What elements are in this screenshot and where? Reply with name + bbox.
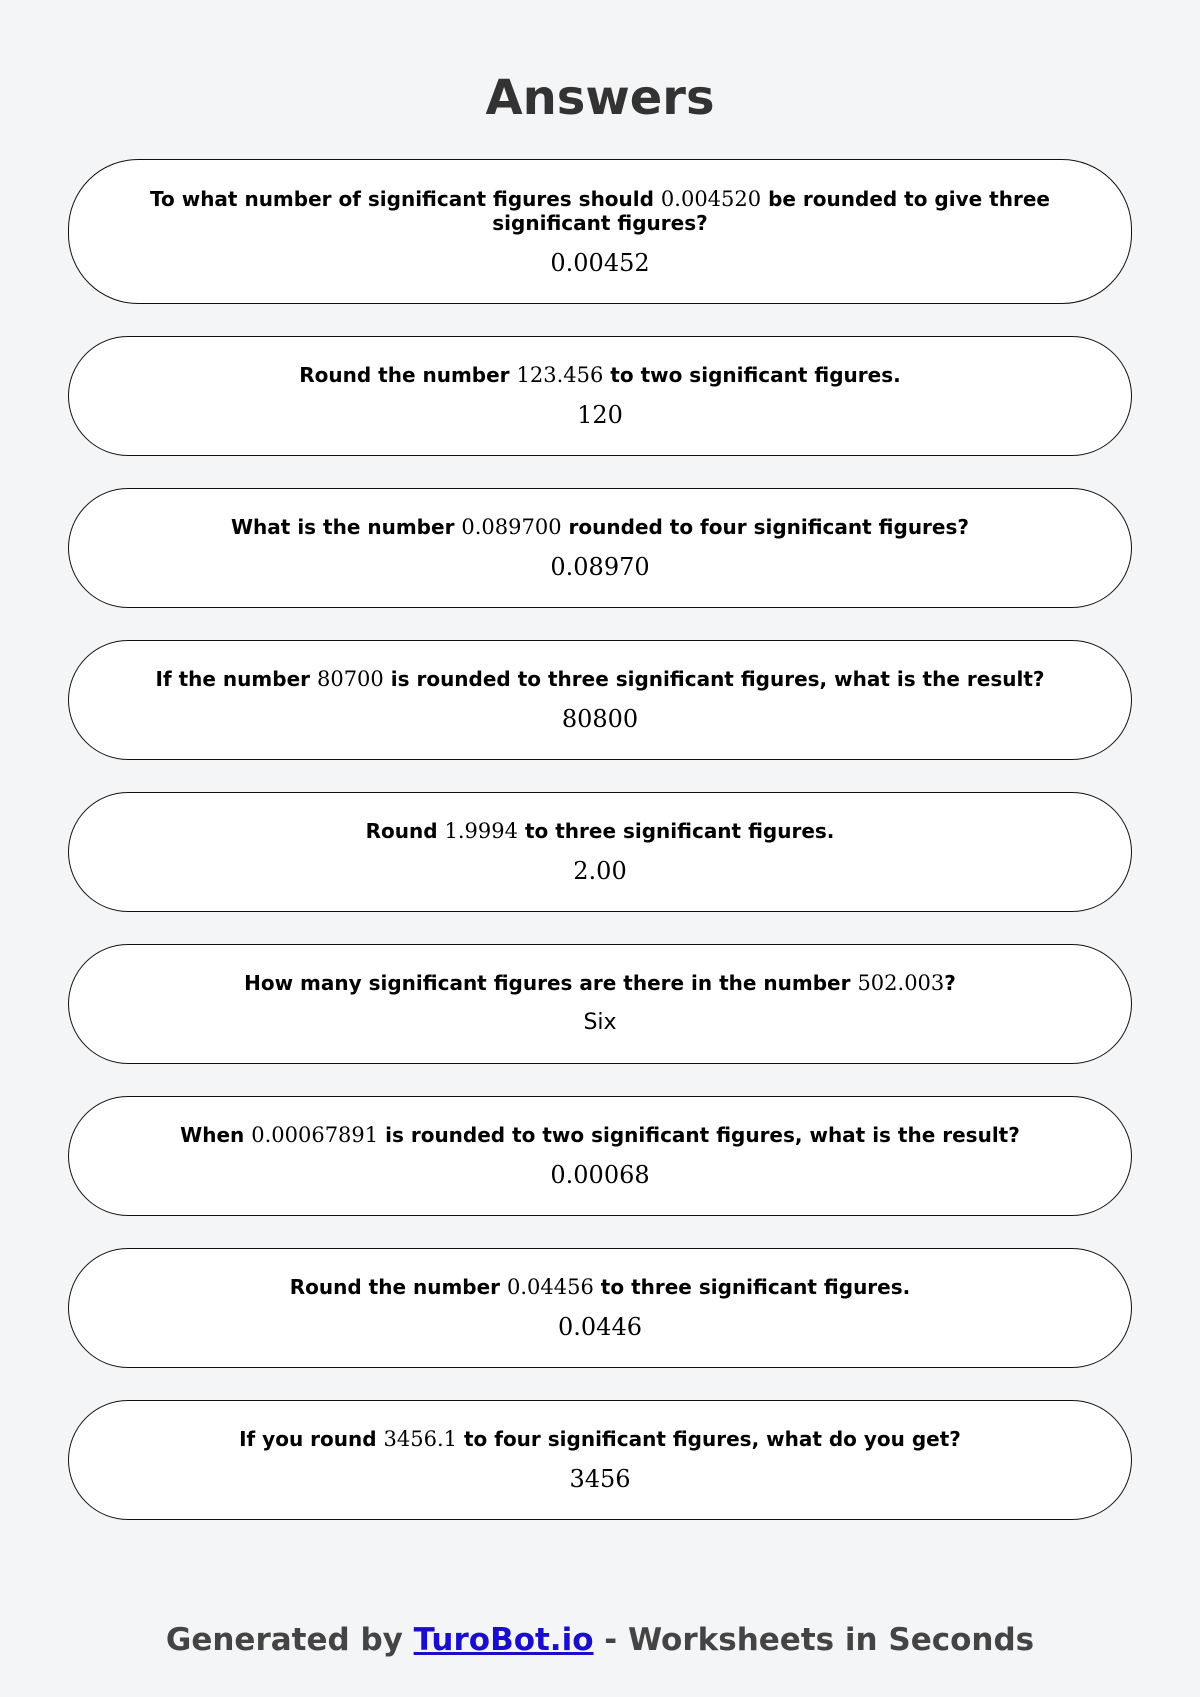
answer-value: 0.00068 — [550, 1161, 650, 1189]
question-number: 123.456 — [516, 363, 604, 387]
answer-card — [68, 1248, 1132, 1368]
question-suffix: to four significant figures, what do you get? — [457, 1427, 961, 1451]
question-number: 502.003 — [857, 971, 945, 995]
question-prefix: When — [180, 1123, 252, 1147]
question-number: 80700 — [316, 667, 384, 691]
question-number: 3456.1 — [383, 1427, 458, 1451]
question-text — [299, 363, 900, 387]
question-suffix: is rounded to two significant figures, what is the result? — [378, 1123, 1020, 1147]
question-number: 1.9994 — [444, 819, 518, 843]
question-suffix: is rounded to three significant figures, what is the result? — [383, 667, 1045, 691]
turobot-link[interactable]: TuroBot.io — [413, 1622, 594, 1658]
question-prefix: If the number — [155, 667, 317, 691]
question-prefix: How many significant figures are there in the number — [244, 971, 858, 995]
answer-value: 0.08970 — [550, 553, 650, 581]
page-title: Answers — [485, 70, 715, 126]
question-text — [231, 515, 969, 539]
answer-value: 120 — [577, 401, 623, 429]
question-suffix: be rounded to give three significant figures? — [492, 186, 1050, 235]
question-text — [239, 1427, 961, 1451]
answer-value: 0.00452 — [550, 248, 650, 277]
footer — [0, 1620, 1200, 1660]
answer-card — [68, 336, 1132, 456]
question-number: 0.04456 — [507, 1275, 594, 1299]
question-number: 0.00067891 — [251, 1123, 379, 1147]
question-prefix: If you round — [239, 1427, 384, 1451]
answer-card — [68, 640, 1132, 760]
answer-value: 2.00 — [573, 857, 627, 885]
answer-value: 3456 — [569, 1465, 631, 1493]
question-suffix: ? — [944, 971, 956, 995]
answer-card — [68, 1400, 1132, 1520]
answer-card — [68, 1096, 1132, 1216]
answer-card — [68, 159, 1132, 304]
footer-prefix: Generated by — [165, 1622, 414, 1658]
answer-card — [68, 792, 1132, 912]
question-suffix: to three significant figures. — [517, 819, 835, 843]
answer-value: Six — [583, 1010, 617, 1035]
answer-card — [68, 944, 1132, 1064]
question-prefix: What is the number — [231, 515, 462, 539]
question-number: 0.089700 — [461, 515, 562, 539]
question-suffix: rounded to four significant figures? — [561, 515, 969, 539]
footer-suffix: - Worksheets in Seconds — [593, 1622, 1035, 1658]
question-prefix: Round — [365, 819, 445, 843]
answer-value: 0.0446 — [558, 1313, 642, 1341]
question-prefix: Round the number — [289, 1275, 507, 1299]
question-prefix: To what number of significant figures should — [150, 186, 661, 211]
answer-list — [68, 159, 1132, 1552]
answer-value: 80800 — [561, 705, 639, 733]
question-text — [366, 819, 835, 843]
question-suffix: to three significant figures. — [593, 1275, 911, 1299]
question-suffix: to two significant figures. — [603, 363, 901, 387]
question-prefix: Round the number — [299, 363, 517, 387]
question-number: 0.004520 — [660, 186, 762, 211]
question-text — [156, 667, 1045, 691]
question-text — [180, 1123, 1020, 1147]
answer-card — [68, 488, 1132, 608]
question-text — [290, 1275, 911, 1299]
question-text — [244, 971, 956, 995]
question-text — [129, 187, 1071, 235]
